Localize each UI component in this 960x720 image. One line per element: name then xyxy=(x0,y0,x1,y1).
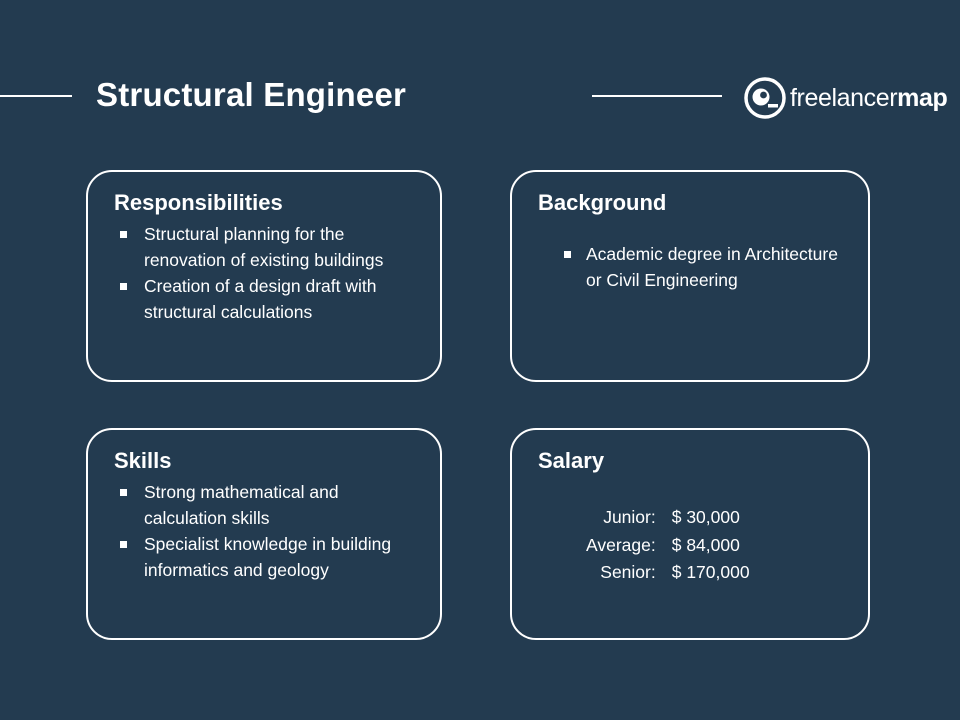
card-background xyxy=(510,170,870,382)
salary-label: Senior: xyxy=(600,561,656,582)
logo-text-bold: map xyxy=(897,83,948,112)
list-item xyxy=(114,532,418,583)
list-item xyxy=(538,242,846,293)
brand-logo xyxy=(744,70,947,126)
table-row xyxy=(586,559,750,586)
list-item-text: Creation of a design draft with structural calculations xyxy=(144,276,377,322)
salary-label: Average: xyxy=(586,534,656,555)
card-title-responsibilities: Responsibilities xyxy=(114,190,283,215)
page-title: Structural Engineer xyxy=(96,76,407,113)
list-item-text: Strong mathematical and calculation skills xyxy=(144,482,339,528)
table-row xyxy=(586,532,750,559)
bullet-square-icon xyxy=(120,231,127,238)
bullet-square-icon xyxy=(120,489,127,496)
card-title-salary: Salary xyxy=(538,448,605,473)
freelancermap-mark-icon xyxy=(744,77,786,119)
card-responsibilities xyxy=(86,170,442,382)
bullet-square-icon xyxy=(120,283,127,290)
list-item-text: Academic degree in Architecture or Civil Engineering xyxy=(586,244,838,290)
list-item xyxy=(114,480,418,531)
salary-value: $ 30,000 xyxy=(671,507,740,528)
bullet-square-icon xyxy=(564,251,571,258)
salary-value: $ 84,000 xyxy=(671,534,740,555)
list-item-text: Structural planning for the renovation of existing buildings xyxy=(144,224,384,270)
header-rule-right xyxy=(592,95,722,97)
logo-wordmark xyxy=(790,84,947,113)
salary-value: $ 170,000 xyxy=(671,561,750,582)
card-title-background: Background xyxy=(538,190,667,215)
list-item xyxy=(114,222,418,273)
card-salary xyxy=(510,428,870,640)
list-item-text: Specialist knowledge in building informatics and geology xyxy=(144,534,392,580)
skills-list xyxy=(114,480,418,583)
table-row xyxy=(586,504,750,531)
header-rule-left xyxy=(0,95,72,97)
card-skills xyxy=(86,428,442,640)
salary-label: Junior: xyxy=(603,507,656,528)
bullet-square-icon xyxy=(120,541,127,548)
responsibilities-list xyxy=(114,222,418,325)
salary-table xyxy=(586,504,750,585)
logo-text-light: freelancer xyxy=(790,83,898,112)
list-item xyxy=(114,274,418,325)
background-list xyxy=(538,242,846,293)
card-title-skills: Skills xyxy=(114,448,172,473)
